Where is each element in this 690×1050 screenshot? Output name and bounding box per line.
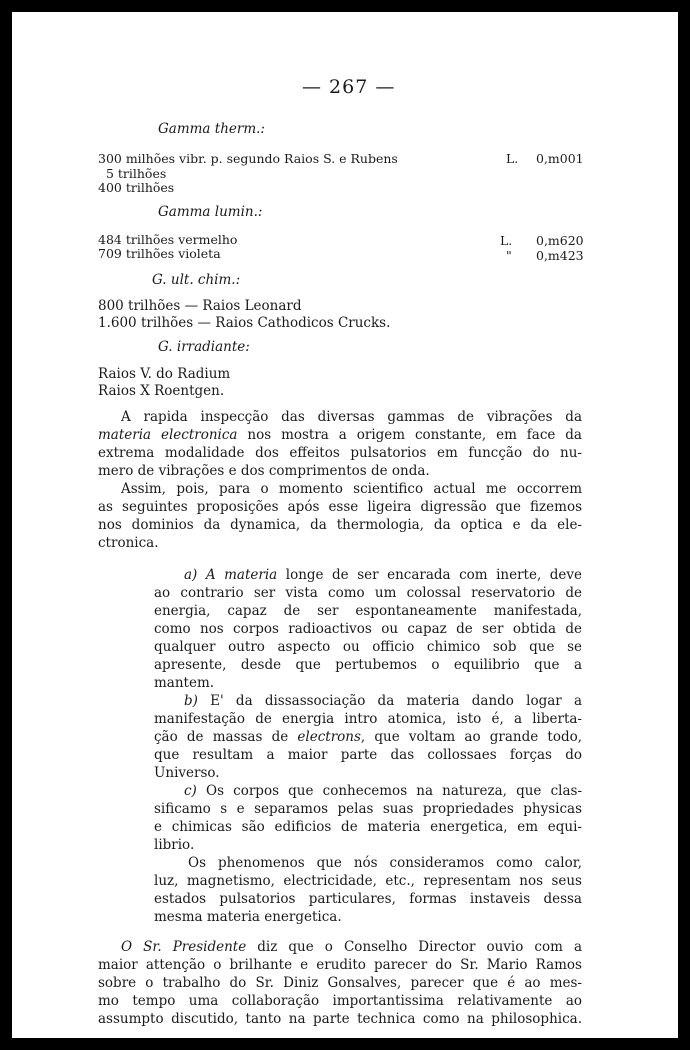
- gamma-lumin-row-1-unit: L.: [500, 233, 513, 248]
- gamma-lumin-heading: Gamma lumin.:: [158, 204, 263, 220]
- gamma-therm-row-1-measure: 0,m001: [536, 151, 584, 166]
- item-a-label: a): [184, 567, 198, 583]
- page-number: — 267 —: [302, 76, 396, 98]
- paragraph-1-line-1: A rapida inspecção das diversas gammas de vibrações da: [121, 409, 582, 425]
- g-ult-chim-heading: G. ult. chim.:: [152, 272, 241, 288]
- closing-line-2: maior attenção o brilhante e erudito parecer do Sr. Mario Ramos: [98, 957, 582, 973]
- item-b-line-3: ção de massas de electrons, que voltam ao grande todo,: [154, 729, 582, 745]
- closing-line-4: mo tempo uma collaboração importantissima relativamente ao: [98, 993, 582, 1009]
- g-irradiante-row-1: Raios V. do Radium: [98, 366, 231, 382]
- paragraph-2-line-3: nos dominios da dynamica, da thermologia, da optica e da ele-: [98, 517, 582, 533]
- gamma-lumin-row-1-measure: 0,m620: [536, 233, 584, 248]
- italic-electrons: electrons: [297, 729, 361, 745]
- phenomena-line-2: luz, magnetismo, electricidade, etc., representam nos seus: [154, 873, 582, 889]
- closing-line-3: sobre o trabalho do Sr. Diniz Gonsalves, parecer que é ao mes-: [98, 975, 582, 991]
- gamma-lumin-row-2-unit: ": [506, 248, 512, 263]
- closing-line-1: O Sr. Presidente diz que o Conselho Director ouvio com a: [121, 939, 582, 955]
- phenomena-line-4: mesma materia energetica.: [154, 909, 342, 925]
- item-b-line-4: que resultam a maior parte das collossaes forças do: [154, 747, 582, 763]
- closing-line-5: assumpto discutido, tanto na parte technica como na philosophica.: [98, 1011, 582, 1027]
- item-a-line-2: ao contrario ser vista como um colossal reservatorio de: [154, 585, 582, 601]
- italic-o-sr-presidente: O Sr. Presidente: [121, 939, 247, 955]
- phenomena-line-1: Os phenomenos que nós consideramos como calor,: [188, 855, 582, 871]
- gamma-lumin-row-2-measure: 0,m423: [536, 248, 584, 263]
- paragraph-1-line-3: extrema modalidade dos effeitos pulsatorios em funcção do nu-: [98, 445, 582, 461]
- gamma-lumin-row-2: 709 trilhões violeta: [98, 246, 221, 261]
- item-b-line-2: manifestação de energia intro atomica, isto é, a liberta-: [154, 711, 582, 727]
- item-a-line-7: mantem.: [154, 675, 215, 691]
- gamma-therm-row-3: 400 trilhões: [98, 180, 175, 195]
- item-a-line-3: energia, capaz de ser espontaneamente manifestada,: [154, 603, 582, 619]
- item-c-line-3: e chimicas são edificios de materia energetica, em equi-: [154, 819, 582, 835]
- item-b-line-1: b) E' da dissassociação da materia dando logar a: [184, 693, 582, 709]
- item-c-line-4: librio.: [154, 837, 195, 853]
- g-ult-chim-row-1: 800 trilhões — Raios Leonard: [98, 298, 302, 314]
- item-a-line-1: a) A materia longe de ser encarada com inerte, deve: [184, 567, 582, 583]
- italic-materia-electronica: materia electronica: [98, 427, 238, 443]
- item-b-label: b): [184, 693, 198, 709]
- item-c-line-2: sificamo s e separamos pelas suas propriedades physicas: [154, 801, 582, 817]
- g-ult-chim-row-2: 1.600 trilhões — Raios Cathodicos Crucks.: [98, 315, 391, 331]
- gamma-therm-row-2: 5 trilhões: [105, 166, 167, 181]
- paragraph-2-line-1: Assim, pois, para o momento scientifico actual me occorrem: [121, 481, 582, 497]
- item-a-line-5: qualquer outro aspecto ou officio chimico sob que se: [154, 639, 582, 655]
- g-irradiante-row-2: Raios X Roentgen.: [98, 383, 225, 399]
- item-a-line-4: como nos corpos radioactivos ou capaz de ser obtida de: [154, 621, 582, 637]
- paragraph-1-line-4: mero de vibrações e dos comprimentos de onda.: [98, 463, 430, 479]
- gamma-therm-heading: Gamma therm.:: [158, 121, 265, 137]
- document-page: [12, 12, 678, 1038]
- item-a-line-6: apresente, desde que pertubemos o equilibrio que a: [154, 657, 582, 673]
- italic-a-materia: A materia: [205, 567, 278, 583]
- item-c-line-1: c) Os corpos que conhecemos na natureza, que clas-: [184, 783, 582, 799]
- gamma-lumin-row-1: 484 trilhões vermelho: [98, 232, 238, 247]
- paragraph-2-line-2: as seguintes proposições após esse ligeira digressão que fizemos: [98, 499, 582, 515]
- g-irradiante-heading: G. irradiante:: [158, 339, 250, 355]
- item-b-line-5: Universo.: [154, 765, 220, 781]
- paragraph-1-line-2: materia electronica nos mostra a origem constante, em face da: [98, 427, 582, 443]
- phenomena-line-3: estados pulsatorios particulares, formas instaveis dessa: [154, 891, 582, 907]
- gamma-therm-row-1: 300 milhões vibr. p. segundo Raios S. e Rubens: [98, 151, 398, 166]
- paragraph-2-line-4: ctronica.: [98, 535, 159, 551]
- item-c-label: c): [184, 783, 197, 799]
- gamma-therm-row-1-unit: L.: [506, 151, 519, 166]
